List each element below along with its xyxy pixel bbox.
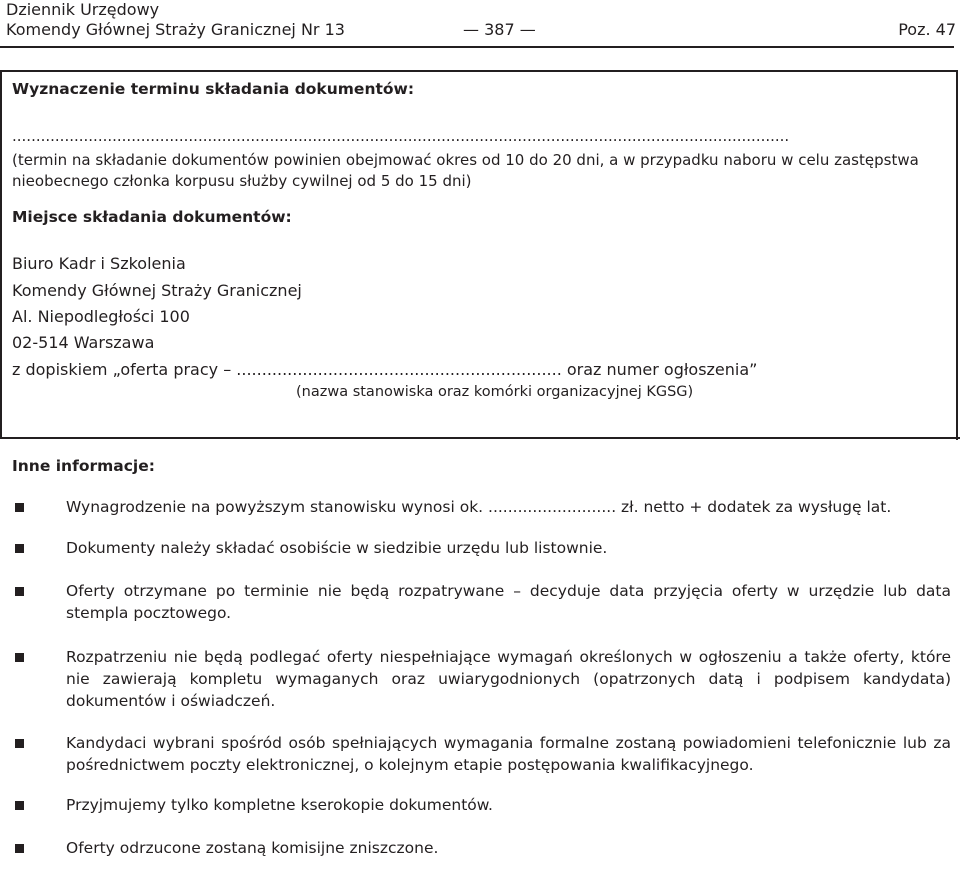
place-office: Biuro Kadr i Szkolenia [12,254,186,273]
page-number: — 387 — [463,20,536,39]
place-annotation: z dopiskiem „oferta pracy – ................................................................ oraz numer ogłoszenia” [12,360,758,379]
list-item-text: Oferty odrzucone zostaną komisijne zniszczone. [66,839,439,857]
deadline-note-line2: nieobecnego członka korpusu służby cywilnej od 5 do 15 dni) [12,172,472,190]
bullet-icon [15,844,24,853]
place-annotation-caption: (nazwa stanowiska oraz komórki organizacyjnej KGSG) [296,384,694,400]
place-street: Al. Niepodległości 100 [12,307,190,326]
deadline-blank-line: ................................................................................................................................................................... [12,127,790,145]
bullet-icon [15,544,24,553]
place-title: Miejsce składania dokumentów: [12,208,292,226]
journal-title: Dziennik Urzędowy [6,0,160,19]
list-item-text: Oferty otrzymane po terminie nie będą rozpatrywane – decyduje data przyjęcia oferty w urzędzie lub data stempla pocztowego. [66,582,951,622]
journal-issue: Komendy Głównej Straży Granicznej Nr 13 [6,20,345,39]
place-city: 02-514 Warszawa [12,333,155,352]
frame-left-edge [0,70,2,438]
bullet-icon [15,653,24,662]
frame-bottom-edge [0,437,960,439]
deadline-title: Wyznaczenie terminu składania dokumentów: [12,80,415,98]
bullet-icon [15,587,24,596]
header-divider [0,46,954,48]
bullet-icon [15,801,24,810]
list-item-text: Przyjmujemy tylko kompletne kserokopie dokumentów. [66,796,493,814]
deadline-note-line1: (termin na składanie dokumentów powinien obejmować okres od 10 do 20 dni, a w przypadku naboru w celu zastępstwa [12,151,919,169]
bullet-icon [15,739,24,748]
position-number: Poz. 47 [898,20,956,39]
other-info-title: Inne informacje: [12,457,155,475]
list-item-text: Dokumenty należy składać osobiście w siedzibie urzędu lub listownie. [66,539,608,557]
bullet-icon [15,503,24,512]
list-item-text: Wynagrodzenie na powyższym stanowisku wynosi ok. .......................... zł. netto + dodatek za wysługę lat. [66,498,892,516]
place-institution: Komendy Głównej Straży Granicznej [12,281,302,300]
list-item-text: Kandydaci wybrani spośród osób spełniających wymagania formalne zostaną powiadomieni telefonicznie lub za pośrednictwem poczty elektronicznej, o kolejnym etapie postępowania kwalifikacyjnego. [66,734,951,774]
list-item-text: Rozpatrzeniu nie będą podlegać oferty niespełniające wymagań określonych w ogłoszeniu a także oferty, które nie zawierają kompletu wymaganych oraz uwiarygodnionych (opatrzonych datą i podpisem kandydata) dokumentów i oświadczeń. [66,648,951,710]
